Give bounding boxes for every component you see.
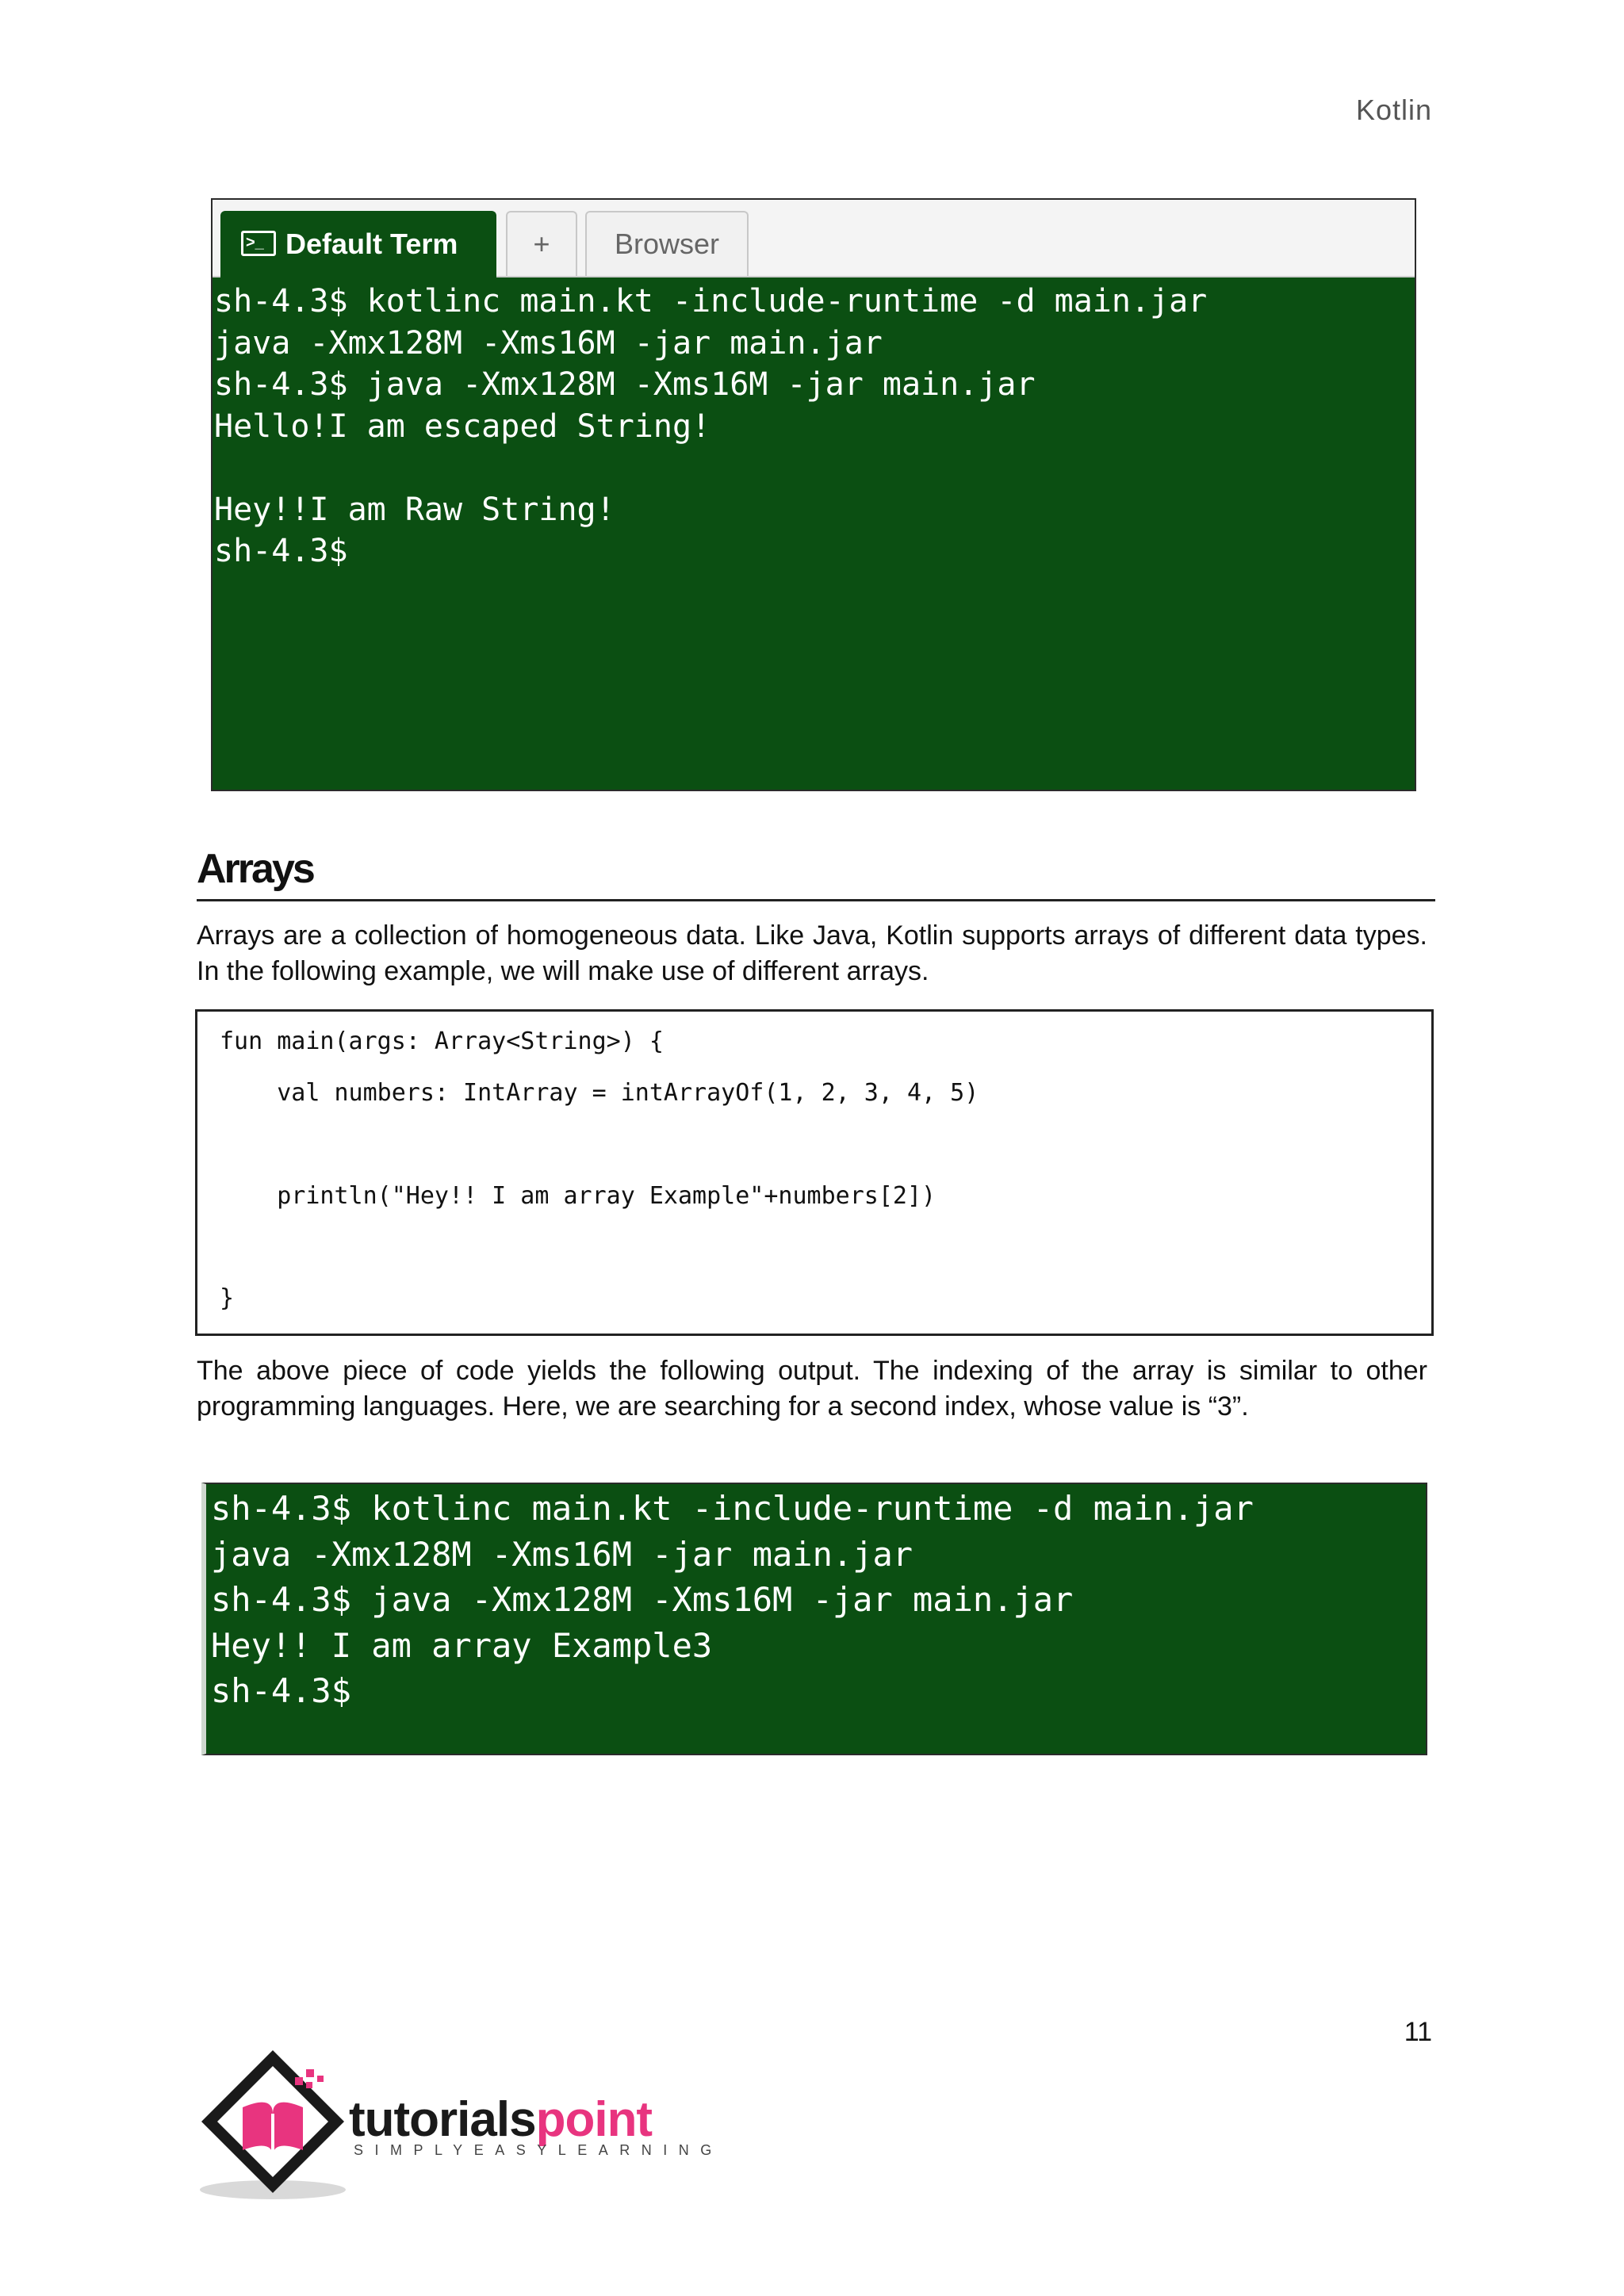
terminal-line: java -Xmx128M -Xms16M -jar main.jar xyxy=(214,324,883,362)
tab-default-term[interactable] xyxy=(220,211,496,277)
terminal-line: java -Xmx128M -Xms16M -jar main.jar xyxy=(211,1534,914,1574)
terminal-line: sh-4.3$ xyxy=(214,533,348,569)
terminal-line: sh-4.3$ java -Xmx128M -Xms16M -jar main.jar xyxy=(214,366,1036,403)
terminal-window-1 xyxy=(211,198,1416,791)
terminal-icon: >_ xyxy=(241,231,276,256)
terminal-output-2 xyxy=(211,1484,1426,1754)
tutorialspoint-logo xyxy=(193,2045,733,2204)
logo-diamond-icon xyxy=(193,2045,352,2204)
terminal-line: sh-4.3$ kotlinc main.kt -include-runtime -d main.jar xyxy=(211,1489,1254,1528)
running-header-title: Kotlin xyxy=(1355,94,1432,126)
tab-browser[interactable]: Browser xyxy=(585,211,749,276)
terminal-line: sh-4.3$ kotlinc main.kt -include-runtime -d main.jar xyxy=(214,283,1208,320)
terminal-line: Hey!! I am array Example3 xyxy=(211,1625,713,1665)
output-paragraph: The above piece of code yields the following output. The indexing of the array is similar to other programming languages. Here, we are searching for a second index, whose value is “3”. xyxy=(197,1356,1427,1422)
intro-paragraph: Arrays are a collection of homogeneous data. Like Java, Kotlin supports arrays of different data types. In the following example, we will make use of different arrays. xyxy=(197,920,1427,986)
logo-wordmark xyxy=(349,2091,652,2148)
tab-add-button[interactable]: + xyxy=(506,211,577,276)
terminal-line: Hello!I am escaped String! xyxy=(214,408,711,445)
terminal-window-2 xyxy=(201,1483,1427,1755)
code-block xyxy=(195,1009,1434,1336)
logo-word-part1: tutorials xyxy=(349,2092,536,2147)
code-line: val numbers: IntArray = intArrayOf(1, 2, 3, 4, 5) xyxy=(220,1079,979,1107)
terminal-line xyxy=(214,447,1415,489)
terminal-line: sh-4.3$ xyxy=(211,1671,352,1710)
heading-divider xyxy=(197,899,1435,901)
section-heading: Arrays xyxy=(197,846,313,892)
terminal-line: sh-4.3$ java -Xmx128M -Xms16M -jar main.jar xyxy=(211,1580,1074,1619)
page-number: 11 xyxy=(1404,2017,1432,2047)
code-line: } xyxy=(220,1284,235,1312)
logo-tagline: SIMPLYEASYLEARNING xyxy=(354,2142,723,2158)
terminal-line: Hey!!I am Raw String! xyxy=(214,491,615,528)
code-line: println("Hey!! I am array Example"+numbers[2]) xyxy=(220,1182,936,1210)
tab-default-term-label: Default Term xyxy=(285,228,458,260)
terminal-tab-bar xyxy=(213,200,1415,277)
logo-word-part2: point xyxy=(535,2092,653,2147)
terminal-output-1 xyxy=(214,276,1415,790)
code-line: fun main(args: Array<String>) { xyxy=(220,1027,664,1055)
